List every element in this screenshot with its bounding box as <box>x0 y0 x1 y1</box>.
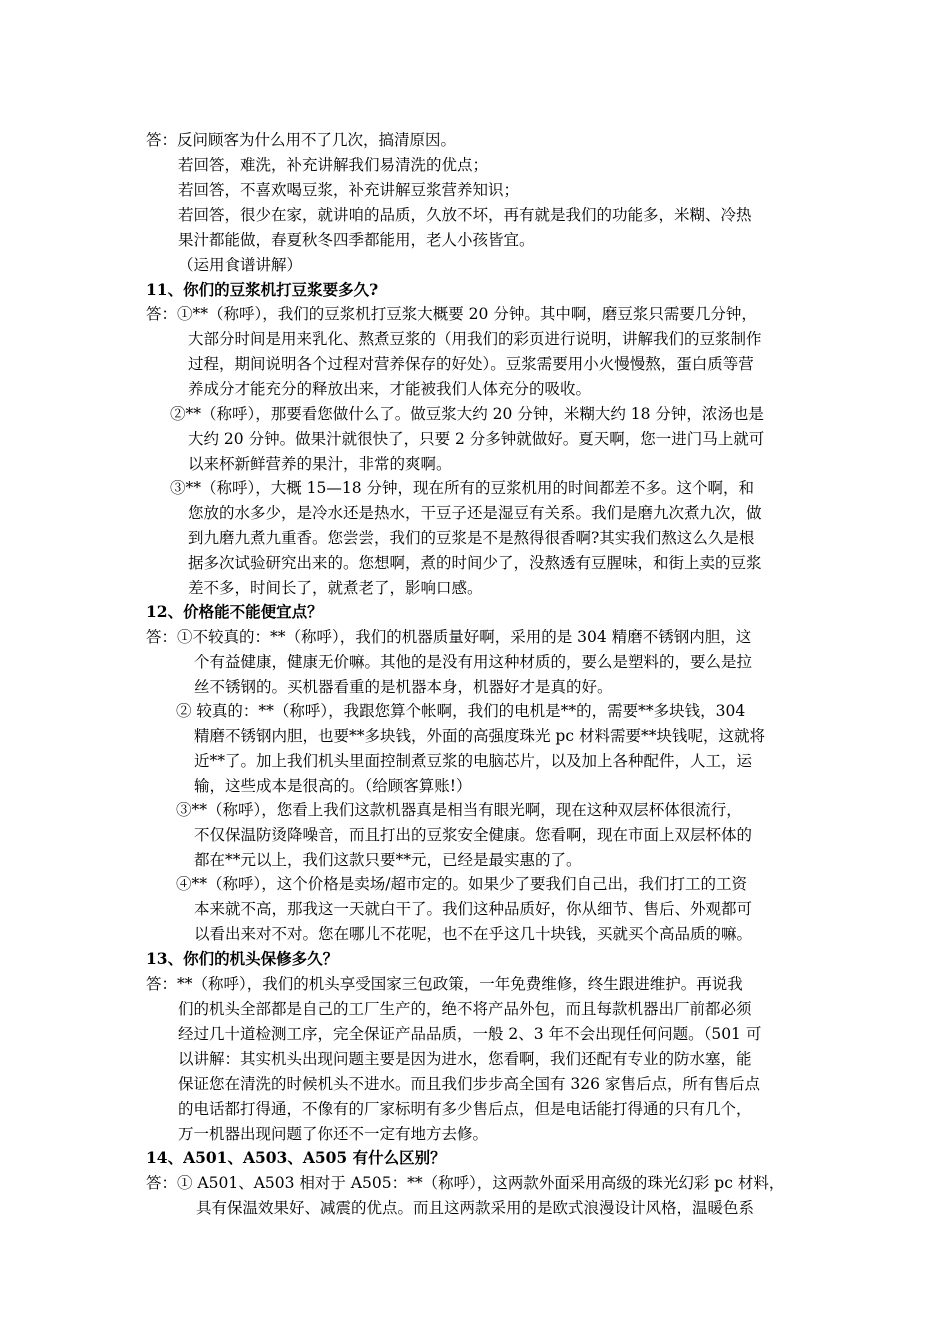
text-line: ② 较真的：**（称呼），我跟您算个帐啊，我们的电机是**的，需要**多块钱，304 <box>176 702 746 720</box>
text-line: 若回答，难洗，补充讲解我们易清洗的优点； <box>178 156 489 174</box>
text-line: ③**（称呼），大概 15—18 分钟，现在所有的豆浆机用的时间都差不多。这个啊，和 <box>170 479 755 497</box>
text-line: 大约 20 分钟。做果汁就很快了，只要 2 分多钟就做好。夏天啊，您一进门马上就可 <box>188 430 765 448</box>
text-line: 都在**元以上，我们这款只要**元，已经是最实惠的了。 <box>194 851 582 869</box>
text-line: 大部分时间是用来乳化、熬煮豆浆的（用我们的彩页进行说明，讲解我们的豆浆制作 <box>188 330 762 348</box>
text-line: 您放的水多少，是冷水还是热水，干豆子还是湿豆有关系。我们是磨九次煮九次，做 <box>188 504 762 522</box>
text-line: 以讲解：其实机头出现问题主要是因为进水，您看啊，我们还配有专业的防水塞，能 <box>178 1050 752 1068</box>
text-line: 近**了。加上我们机头里面控制煮豆浆的电脑芯片，以及加上各种配件，人工，运 <box>194 752 753 770</box>
text-line: 差不多，时间长了，就煮老了，影响口感。 <box>188 579 483 597</box>
text-line: 果汁都能做，春夏秋冬四季都能用，老人小孩皆宜。 <box>178 231 535 249</box>
text-line: 据多次试验研究出来的。您想啊，煮的时间少了，没熬透有豆腥味，和街上卖的豆浆 <box>188 554 762 572</box>
text-line: 精磨不锈钢内胆，也要**多块钱，外面的高强度珠光 pc 材料需要**块钱呢，这就将 <box>194 727 765 745</box>
text-line: 答：① A501、A503 相对于 A505：**（称呼），这两款外面采用高级的珠光幻彩 pc 材料， <box>146 1174 785 1192</box>
text-line: 万一机器出现问题了你还不一定有地方去修。 <box>178 1125 489 1143</box>
text-line: ④**（称呼），这个价格是卖场/超市定的。如果少了要我们自己出，我们打工的工资 <box>176 875 747 893</box>
text-line: 答：①不较真的：**（称呼），我们的机器质量好啊，采用的是 304 精磨不锈钢内胆，这 <box>146 628 752 646</box>
text-line: 经过几十道检测工序，完全保证产品品质，一般 2、3 年不会出现任何问题。（501 可 <box>178 1025 762 1043</box>
text-line: 答：**（称呼），我们的机头享受国家三包政策，一年免费维修，终生跟进维护。再说我 <box>146 975 743 993</box>
text-line: 答：①**（称呼），我们的豆浆机打豆浆大概要 20 分钟。其中啊，磨豆浆只需要几分钟， <box>146 305 757 323</box>
text-line: 丝不锈钢的。买机器看重的是机器本身，机器好才是真的好。 <box>194 678 613 696</box>
text-line: 养成分才能充分的释放出来，才能被我们人体充分的吸收。 <box>188 380 592 398</box>
text-line: 过程，期间说明各个过程对营养保存的好处）。豆浆需要用小火慢慢熬，蛋白质等营 <box>188 355 754 373</box>
section-heading: 13、你们的机头保修多久？ <box>146 949 339 968</box>
text-line: （运用食谱讲解） <box>178 256 303 274</box>
text-line: 具有保温效果好、减震的优点。而且这两款采用的是欧式浪漫设计风格，温暖色系 <box>196 1199 755 1217</box>
text-line: 不仅保温防烫降噪音，而且打出的豆浆安全健康。您看啊，现在市面上双层杯体的 <box>194 826 753 844</box>
section-heading: 12、价格能不能便宜点？ <box>146 602 323 621</box>
text-line: 输，这些成本是很高的。（给顾客算账!） <box>194 777 472 795</box>
text-line: 们的机头全部都是自己的工厂生产的，绝不将产品外包，而且每款机器出厂前都必须 <box>178 1000 752 1018</box>
text-line: 到九磨九煮九重香。您尝尝，我们的豆浆是不是熬得很香啊?其实我们熬这么久是根 <box>188 529 755 547</box>
text-line: 的电话都打得通，不像有的厂家标明有多少售后点，但是电话能打得通的只有几个， <box>178 1100 752 1118</box>
text-line: ②**（称呼），那要看您做什么了。做豆浆大约 20 分钟，米糊大约 18 分钟，浓汤也是 <box>170 405 764 423</box>
text-line: 若回答，很少在家，就讲咱的品质，久放不坏，再有就是我们的功能多，米糊、冷热 <box>178 206 752 224</box>
text-line: 保证您在清洗的时候机头不进水。而且我们步步高全国有 326 家售后点，所有售后点 <box>178 1075 760 1093</box>
text-line: ③**（称呼），您看上我们这款机器真是相当有眼光啊，现在这种双层杯体很流行， <box>176 801 742 819</box>
text-line: 个有益健康，健康无价嘛。其他的是没有用这种材质的，要么是塑料的，要么是拉 <box>194 653 753 671</box>
section-heading: 14、A501、A503、A505 有什么区别？ <box>146 1148 446 1167</box>
text-line: 本来就不高，那我这一天就白干了。我们这种品质好，你从细节、售后、外观都可 <box>194 900 753 918</box>
text-line: 以来杯新鲜营养的果汁，非常的爽啊。 <box>188 455 452 473</box>
text-line: 若回答，不喜欢喝豆浆，补充讲解豆浆营养知识； <box>178 181 520 199</box>
section-heading: 11、你们的豆浆机打豆浆要多久? <box>146 280 379 299</box>
text-line: 以看出来对不对。您在哪儿不花呢，也不在乎这几十块钱，买就买个高品质的嘛。 <box>194 925 753 943</box>
text-line: 答：反问顾客为什么用不了几次，搞清原因。 <box>146 131 457 149</box>
